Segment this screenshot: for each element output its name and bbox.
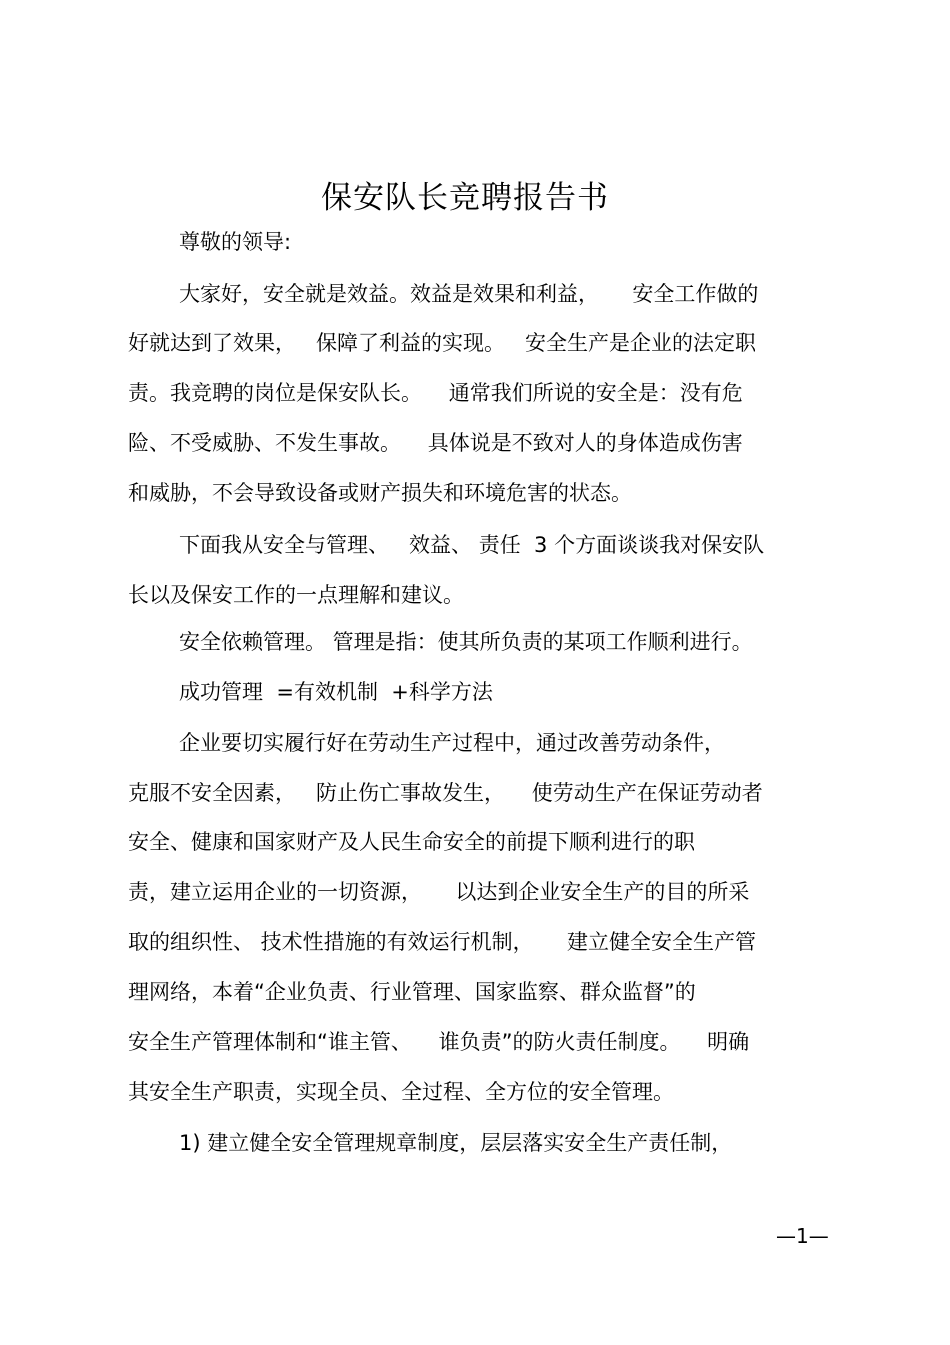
body-line: 好就达到了效果， 保障了利益的实现。 安全生产是企业的法定职 [128,331,757,355]
body-line: 下面我从安全与管理、 效益、 责任 3 个方面谈谈我对保安队 [179,533,765,557]
body-line: 克服不安全因素， 防止伤亡事故发生， 使劳动生产在保证劳动者 [128,781,763,805]
body-line: 取的组织性、 技术性措施的有效运行机制， 建立健全安全生产管 [128,930,757,954]
body-line: 安全、健康和国家财产及人民生命安全的前提下顺利进行的职 [128,830,695,854]
greeting-line: 尊敬的领导: [179,230,292,254]
body-line: 和威胁，不会导致设备或财产损失和环境危害的状态。 [128,481,632,505]
body-line: 险、不受威胁、不发生事故。 具体说是不致对人的身体造成伤害 [128,431,743,455]
document-title: 保安队长竞聘报告书 [321,180,609,216]
body-line: 安全依赖管理。 管理是指：使其所负责的某项工作顺利进行。 [179,630,753,654]
body-line: 责。我竞聘的岗位是保安队长。 通常我们所说的安全是：没有危 [128,381,743,405]
body-line: 责，建立运用企业的一切资源， 以达到企业安全生产的目的所采 [128,880,750,904]
body-line: 大家好，安全就是效益。效益是效果和利益， 安全工作做的 [179,282,759,306]
formula-line: 成功管理 =有效机制 +科学方法 [179,680,493,704]
body-line: 理网络，本着“企业负责、行业管理、国家监察、群众监督”的 [128,980,696,1004]
list-item-line: 1) 建立健全安全管理规章制度，层层落实安全生产责任制， [179,1131,733,1155]
body-line: 企业要切实履行好在劳动生产过程中，通过改善劳动条件， [179,731,725,755]
body-line: 安全生产管理体制和“谁主管、 谁负责”的防火责任制度。 明确 [128,1030,750,1054]
body-line: 长以及保安工作的一点理解和建议。 [128,583,464,607]
body-line: 其安全生产职责，实现全员、全过程、全方位的安全管理。 [128,1080,674,1104]
page-number: —1— [776,1224,829,1248]
